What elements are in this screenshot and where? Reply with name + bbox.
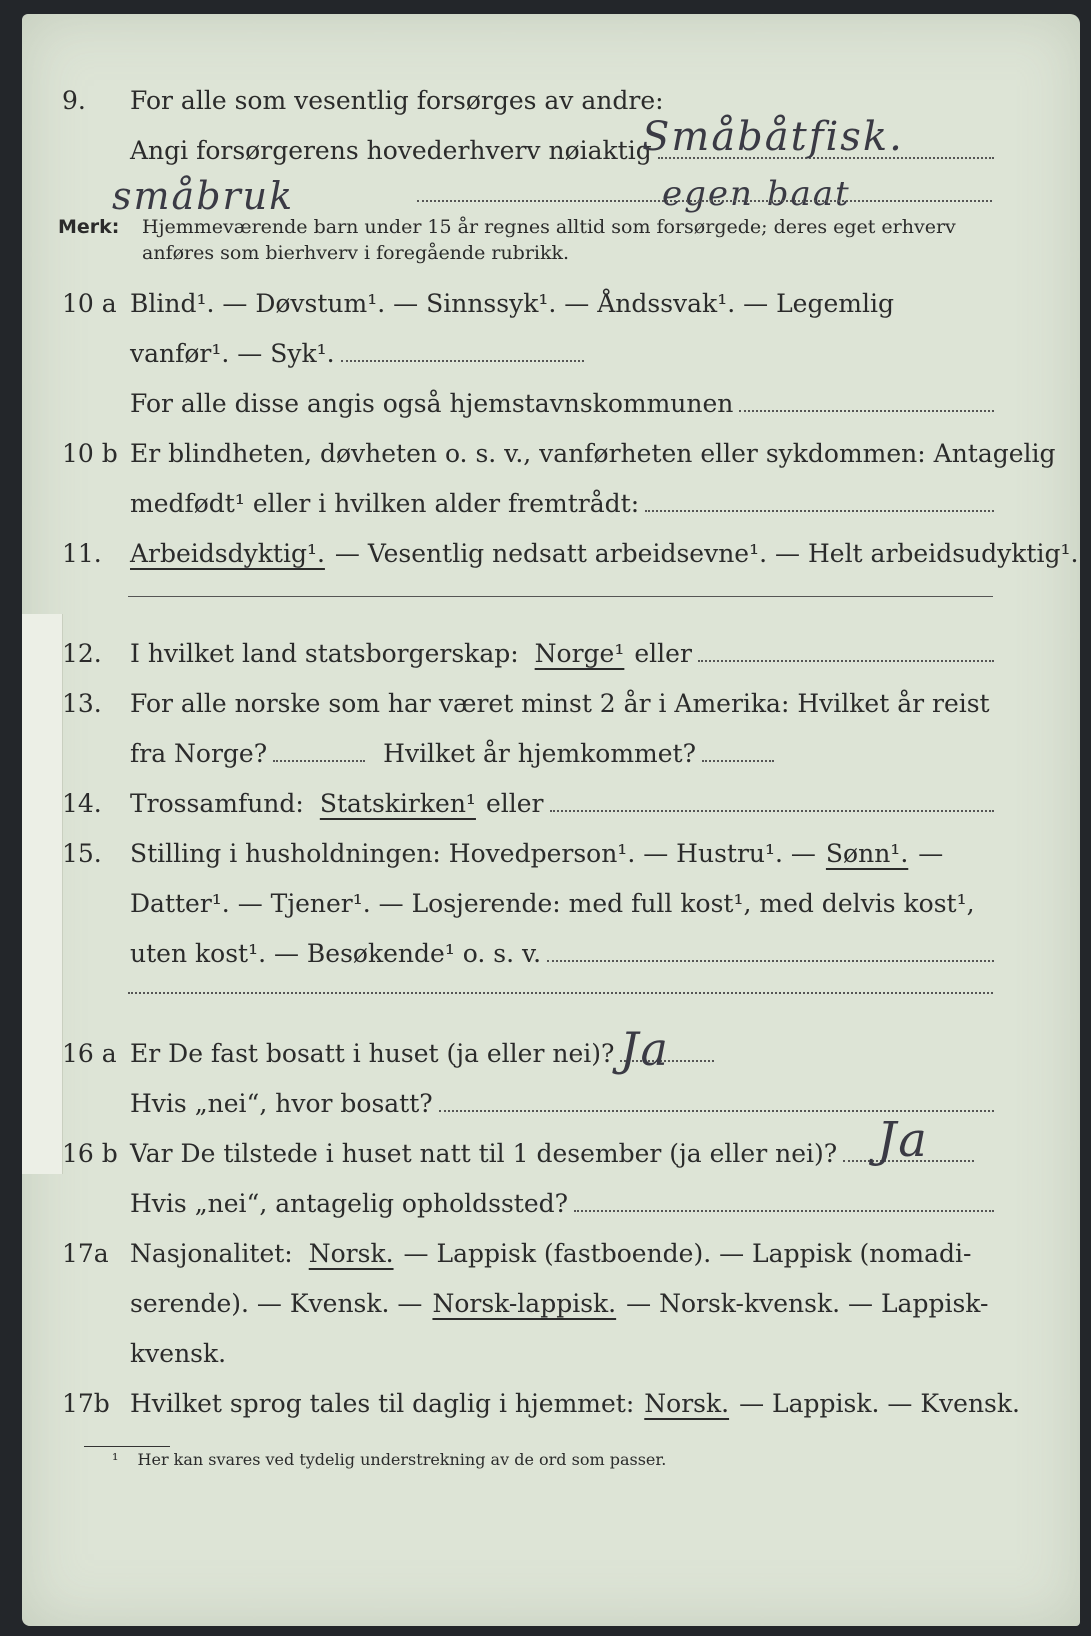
q10a-line3 (22, 389, 1080, 433)
q10b-text: Er blindheten, døvheten o. s. v., vanførheten eller sykdommen: Antagelig (130, 439, 1056, 468)
q14-eller: eller (485, 789, 544, 818)
q17a-option-norsk: Norsk. (308, 1239, 394, 1268)
q11-other-options: — Vesentlig nedsatt arbeidsevne¹. — Helt arbeidsudyktig¹. (334, 539, 1079, 568)
census-form-page (22, 14, 1080, 1626)
q15-line3 (22, 939, 1080, 983)
q16b-text: Var De tilstede i huset natt til 1 desember (ja eller nei)? (130, 1139, 838, 1168)
q16a-number: 16 a (62, 1039, 117, 1068)
footnote-mark: ¹ (112, 1450, 119, 1469)
q13-left-norway: fra Norge? (130, 739, 268, 768)
q12-number: 12. (62, 639, 102, 668)
footnote (112, 1450, 666, 1469)
q16b-handwritten-answer: Ja (877, 1112, 929, 1168)
merk-line2: anføres som bierhverv i foregående rubrikk. (142, 242, 570, 264)
q17b-line (22, 1389, 1080, 1433)
q15-text: Stilling i husholdningen: Hovedperson¹. — Hustru¹. — (130, 839, 816, 868)
q15-text-2: Datter¹. — Tjener¹. — Losjerende: med full kost¹, med delvis kost¹, (130, 889, 975, 918)
q10b-line2 (22, 489, 1080, 533)
q13-text: For alle norske som har været minst 2 år i Amerika: Hvilket år reist (130, 689, 990, 718)
q13-number: 13. (62, 689, 102, 718)
q17a-line2 (22, 1289, 1080, 1333)
q10a-line2 (22, 339, 1080, 383)
q10a-text-2: vanfør¹. — Syk¹. (130, 339, 335, 368)
q15-line2 (22, 889, 1080, 933)
q11-number: 11. (62, 539, 102, 568)
q14-text: Trossamfund: (130, 789, 304, 818)
q10a-text: Blind¹. — Døvstum¹. — Sinnssyk¹. — Åndssvak¹. — Legemlig (130, 289, 894, 318)
q16a-text: Er De fast bosatt i huset (ja eller nei)? (130, 1039, 615, 1068)
q12-text: I hvilket land statsborgerskap: (130, 639, 519, 668)
q9-answer-line (417, 200, 992, 202)
q10b-number: 10 b (62, 439, 118, 468)
footnote-rule (84, 1446, 170, 1447)
q12-line (22, 639, 1080, 683)
q16a-line1 (22, 1039, 1080, 1083)
q14-line (22, 789, 1080, 833)
q11-option-arbeidsdyktig: Arbeidsdyktig¹. (130, 539, 325, 568)
q9-number: 9. (62, 86, 86, 115)
q9-text: For alle som vesentlig forsørges av andre: (130, 86, 664, 115)
q17a-text-2-rest: — Norsk-kvensk. — Lappisk- (626, 1289, 989, 1318)
q10b-text-2: medfødt¹ eller i hvilken alder fremtrådt: (130, 489, 640, 518)
q17a-number: 17a (62, 1239, 109, 1268)
q16a-text-2: Hvis „nei“, hvor bosatt? (130, 1089, 433, 1118)
q15-dash: — (918, 839, 944, 868)
q17a-text-rest: — Lappisk (fastboende). — Lappisk (nomadi- (403, 1239, 972, 1268)
q17b-text-rest: — Lappisk. — Kvensk. (739, 1389, 1020, 1418)
q17b-option-norsk: Norsk. (644, 1389, 730, 1418)
q9-handwritten-answer: Småbåtfisk. (642, 114, 904, 160)
q9-handwritten-answer-3: egen baat (662, 174, 851, 214)
q15-line1 (22, 839, 1080, 883)
q9-handwritten-answer-2: småbruk (112, 174, 295, 218)
q13-line1 (22, 689, 1080, 733)
q12-eller: eller (634, 639, 692, 668)
q15-answer-line (128, 992, 993, 994)
q10a-home-municipality-label: For alle disse angis også hjemstavnskommunen (130, 389, 734, 418)
q17b-number: 17b (62, 1389, 110, 1418)
q10a-number: 10 a (62, 289, 117, 318)
q9-line1 (22, 86, 1080, 130)
q14-option-statskirken: Statskirken¹ (319, 789, 476, 818)
q13-returned-home: Hvilket år hjemkommet? (383, 739, 697, 768)
q16b-text-2: Hvis „nei“, antagelig opholdssted? (130, 1189, 569, 1218)
q11-line (22, 539, 1080, 583)
q17a-option-norsk-lappisk: Norsk-lappisk. (432, 1289, 617, 1318)
q16b-line2 (22, 1189, 1080, 1233)
q17a-text-2: serende). — Kvensk. — (130, 1289, 423, 1318)
merk-label: Merk: (58, 216, 120, 238)
q9-main-occupation-label: Angi forsørgerens hovederhverv nøiaktig (130, 136, 652, 165)
q17a-line3 (22, 1339, 1080, 1383)
q17b-text: Hvilket sprog tales til daglig i hjemmet: (130, 1389, 635, 1418)
q17a-line1 (22, 1239, 1080, 1283)
q10b-line1 (22, 439, 1080, 483)
q10a-line1 (22, 289, 1080, 333)
footnote-text: Her kan svares ved tydelig understrekning av de ord som passer. (137, 1450, 667, 1469)
q16b-number: 16 b (62, 1139, 118, 1168)
q17a-text-3: kvensk. (130, 1339, 227, 1368)
q11-answer-line (128, 596, 993, 597)
q12-option-norge: Norge¹ (534, 639, 625, 668)
merk-line1: Hjemmeværende barn under 15 år regnes alltid som forsørgede; deres eget erhverv (142, 216, 956, 238)
q15-option-sonn: Sønn¹. (825, 839, 909, 868)
q15-number: 15. (62, 839, 102, 868)
q13-line2 (22, 739, 1080, 783)
q15-text-3: uten kost¹. — Besøkende¹ o. s. v. (130, 939, 542, 968)
q16a-handwritten-answer: Ja (620, 1022, 670, 1076)
q14-number: 14. (62, 789, 102, 818)
q17a-text: Nasjonalitet: (130, 1239, 293, 1268)
merk-note (58, 216, 956, 238)
